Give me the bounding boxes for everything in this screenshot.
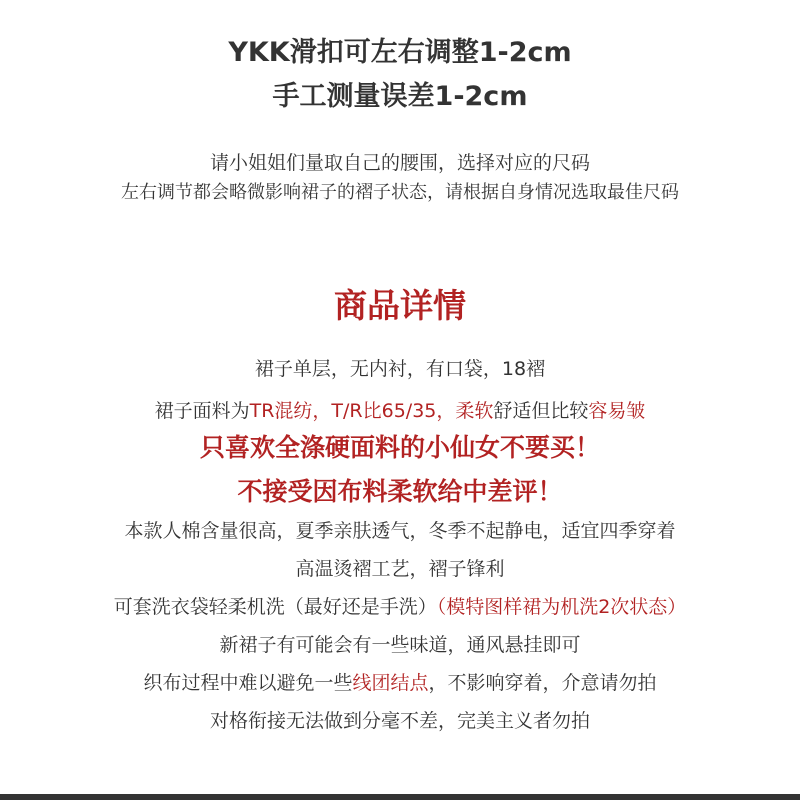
- fabric-text-2: 舒适但比较: [493, 400, 589, 422]
- detail-line-1: 裙子单层，无内衬，有口袋，18褶: [254, 358, 546, 380]
- detail-line-6: 新裙子有可能会有一些味道，通风悬挂即可: [219, 634, 581, 656]
- intro-line-2: 左右调节都会略微影响裙子的褶子状态，请根据自身情况选取最佳尺码: [121, 182, 679, 203]
- wrinkle-highlight: 容易皱: [588, 400, 646, 422]
- section-title: 商品详情: [334, 286, 466, 325]
- detail-line-2: [0, 396, 800, 423]
- weave-text: 织布过程中难以避免一些: [143, 672, 353, 694]
- detail-line-5: [0, 592, 800, 619]
- detail-line-3: 本款人棉含量很高，夏季亲肤透气，冬季不起静电，适宜四季穿着: [124, 520, 676, 542]
- wash-text: 可套洗衣袋轻柔机洗（最好还是手洗）: [113, 596, 437, 618]
- detail-line-4: 高温烫褶工艺，褶子锋利: [295, 558, 505, 580]
- header-line-2: 手工测量误差1-2cm: [272, 81, 528, 112]
- warning-line-1: 只喜欢全涤硬面料的小仙女不要买！: [199, 433, 600, 462]
- fabric-text: 裙子面料为: [154, 400, 250, 422]
- knot-highlight: 线团结点: [352, 672, 429, 694]
- detail-line-8: 对格衔接无法做到分毫不差，完美主义者勿拍: [209, 710, 590, 732]
- header-line-1: YKK滑扣可左右调整1-2cm: [228, 37, 572, 68]
- bottom-divider: [0, 794, 800, 800]
- fabric-highlight: TR混纺，T/R比65/35，柔软: [249, 400, 494, 422]
- warning-line-2: 不接受因布料柔软给中差评！: [237, 477, 563, 506]
- wash-highlight: （模特图样裙为机洗2次状态）: [436, 596, 687, 618]
- intro-line-1: 请小姐姐们量取自己的腰围，选择对应的尺码: [209, 152, 590, 174]
- detail-line-7: [0, 668, 800, 695]
- weave-text-2: ，不影响穿着，介意请勿拍: [428, 672, 657, 694]
